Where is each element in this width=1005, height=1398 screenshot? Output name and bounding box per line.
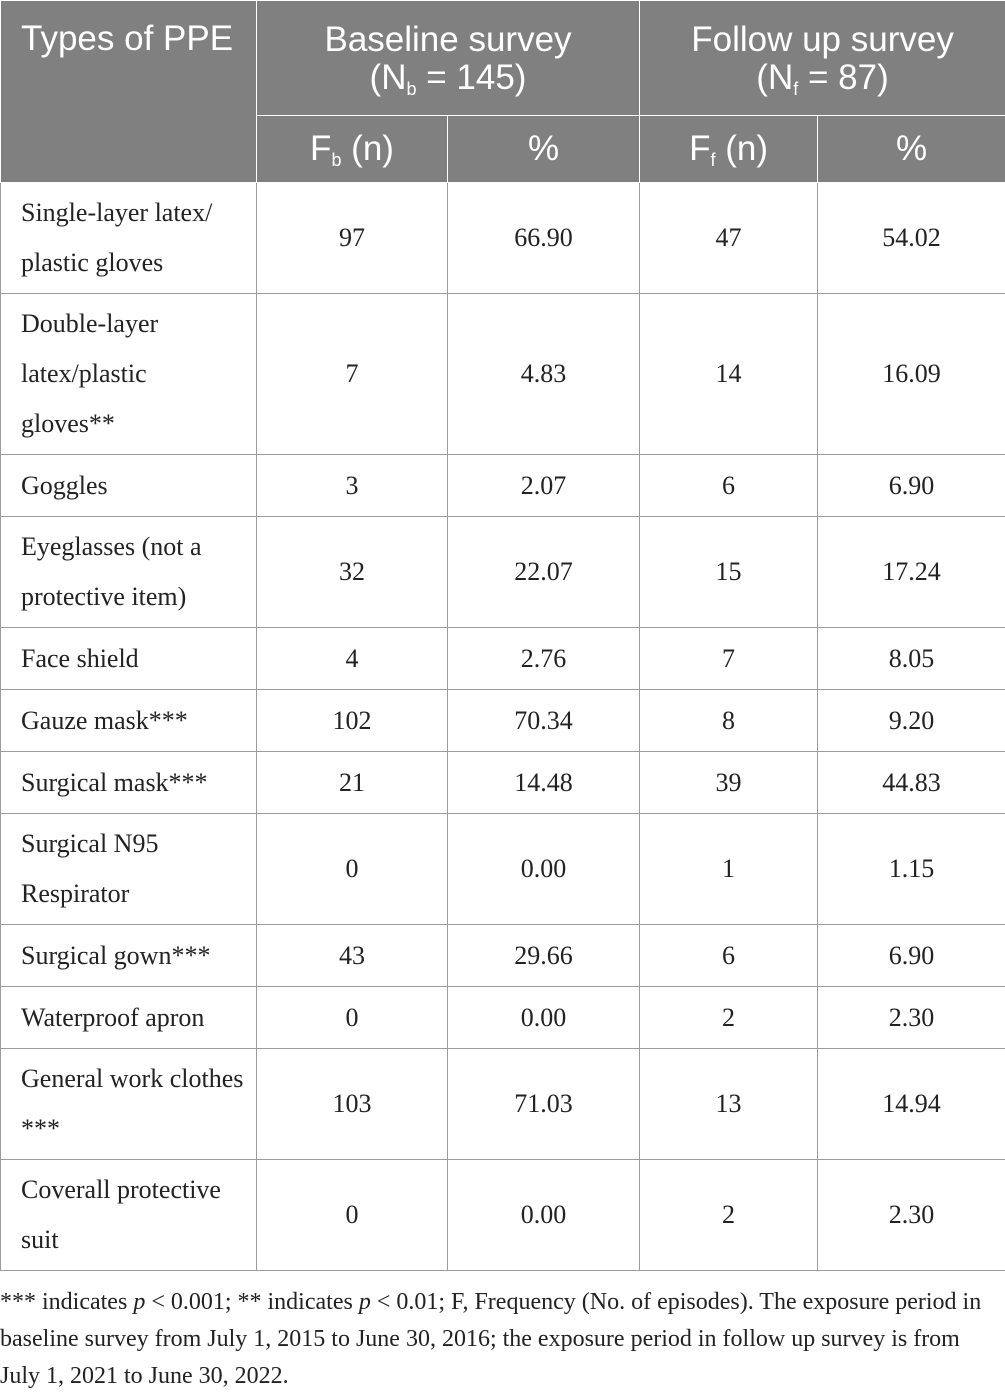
cell-fb: 3 [257,455,448,517]
cell-ff: 2 [640,1160,818,1271]
cell-pf: 1.15 [818,814,1005,925]
table-row [1,752,1005,814]
table-row [1,987,1005,1049]
cell-pf: 54.02 [818,183,1005,294]
table-row [1,517,1005,628]
header-baseline-survey: Baseline survey $(N_b = 145)$ [257,1,640,116]
cell-pb: 71.03 [448,1049,640,1160]
cell-pf: 9.20 [818,690,1005,752]
cell-ff: 15 [640,517,818,628]
cell-pb: 0.00 [448,1160,640,1271]
cell-ff: 13 [640,1049,818,1160]
cell-pb: 66.90 [448,183,640,294]
cell-ff: 6 [640,455,818,517]
cell-ff: 6 [640,925,818,987]
row-label: Waterproof apron [1,987,257,1049]
table-row [1,1049,1005,1160]
row-label: General work clothes *** [1,1049,257,1160]
row-label: Coverall protective suit [1,1160,257,1271]
cell-pf: 2.30 [818,1160,1005,1271]
row-label: Eyeglasses (not a protective item) [1,517,257,628]
row-label: Double-layer latex/plastic gloves** [1,294,257,455]
table-row [1,628,1005,690]
cell-pb: 4.83 [448,294,640,455]
cell-fb: 21 [257,752,448,814]
cell-pf: 17.24 [818,517,1005,628]
cell-pf: 6.90 [818,455,1005,517]
cell-pf: 6.90 [818,925,1005,987]
row-label: Surgical gown*** [1,925,257,987]
cell-fb: 0 [257,987,448,1049]
header-types-of-ppe: Types of PPE [1,1,257,183]
table-row [1,814,1005,925]
cell-fb: 103 [257,1049,448,1160]
cell-pb: 14.48 [448,752,640,814]
cell-ff: 7 [640,628,818,690]
table-row [1,925,1005,987]
cell-fb: 32 [257,517,448,628]
cell-pb: 70.34 [448,690,640,752]
cell-pb: 22.07 [448,517,640,628]
table-footnote: *** indicates p < 0.001; ** indicates p < 0.01; F, Frequency (No. of episodes). The exposure period in baseline survey from July 1, 2015 to June 30, 2016; the exposure period in follow up survey is from July 1, 2021 to June 30, 2022. [0,1289,982,1389]
cell-ff: 8 [640,690,818,752]
table-row [1,183,1005,294]
table-row [1,455,1005,517]
cell-fb: 7 [257,294,448,455]
cell-ff: 2 [640,987,818,1049]
cell-pf: 2.30 [818,987,1005,1049]
table-row [1,690,1005,752]
cell-fb: 97 [257,183,448,294]
followup-title: Follow up survey [691,20,954,59]
cell-pb: 0.00 [448,987,640,1049]
cell-pb: 0.00 [448,814,640,925]
cell-pf: 44.83 [818,752,1005,814]
row-label: Goggles [1,455,257,517]
header-follow-up-survey: Follow up survey $(N_f = 87)$ [640,1,1005,116]
row-label: Surgical N95 Respirator [1,814,257,925]
header-fb-n: $F_b$ (n) [257,116,448,183]
cell-pb: 29.66 [448,925,640,987]
cell-ff: 47 [640,183,818,294]
header-followup-percent: % [818,116,1005,183]
cell-fb: 4 [257,628,448,690]
table-row [1,1160,1005,1271]
cell-fb: 102 [257,690,448,752]
cell-pb: 2.76 [448,628,640,690]
baseline-title: Baseline survey [324,20,572,59]
header-baseline-percent: % [448,116,640,183]
cell-ff: 14 [640,294,818,455]
row-label: Surgical mask*** [1,752,257,814]
cell-ff: 39 [640,752,818,814]
row-label: Face shield [1,628,257,690]
cell-fb: 43 [257,925,448,987]
cell-ff: 1 [640,814,818,925]
cell-pf: 14.94 [818,1049,1005,1160]
cell-fb: 0 [257,1160,448,1271]
cell-pb: 2.07 [448,455,640,517]
cell-pf: 8.05 [818,628,1005,690]
row-label: Gauze mask*** [1,690,257,752]
table-row [1,294,1005,455]
cell-pf: 16.09 [818,294,1005,455]
header-ff-n: $F_f$ (n) [640,116,818,183]
row-label: Single-layer latex/ plastic gloves [1,183,257,294]
cell-fb: 0 [257,814,448,925]
